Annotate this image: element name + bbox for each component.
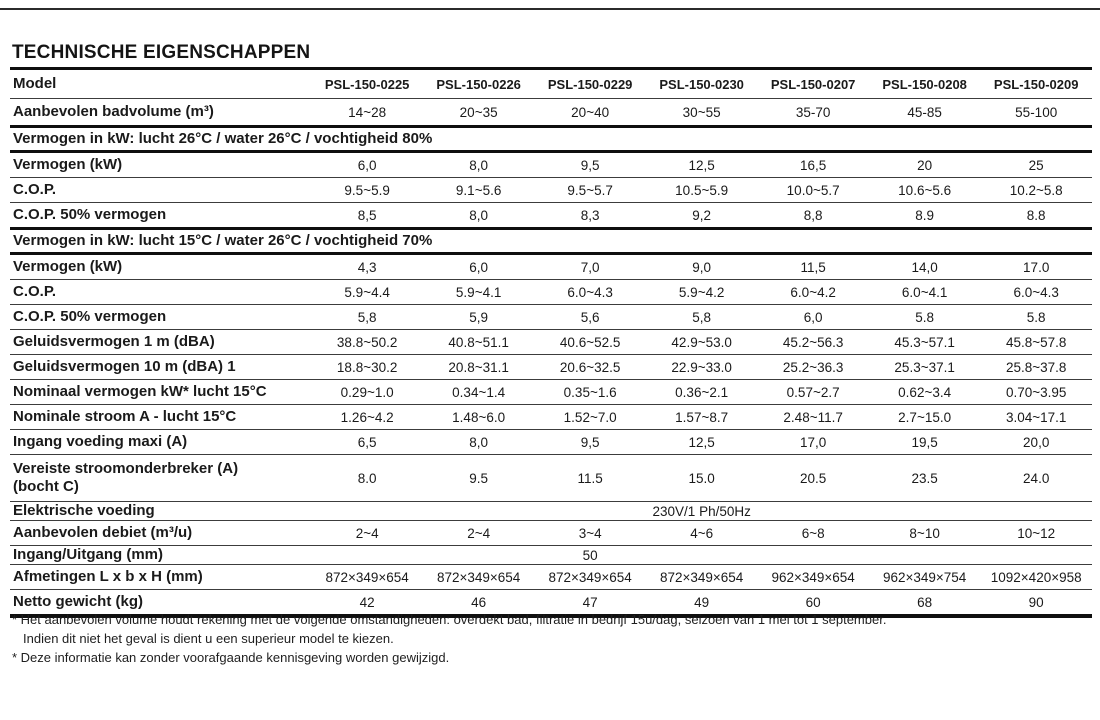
section-header: Vermogen in kW: lucht 26°C / water 26°C / vochtigheid 80% (10, 127, 1092, 152)
table-row-data (10, 330, 1092, 355)
cell-value: 8,0 (423, 430, 535, 455)
cell-value: 22.9~33.0 (646, 355, 758, 380)
cell-value: 7,0 (534, 254, 646, 280)
cell-value: 962×349×654 (757, 565, 869, 590)
cell-empty (980, 546, 1092, 565)
cell-value: 6.0~4.2 (757, 280, 869, 305)
cell-value: 872×349×654 (534, 565, 646, 590)
cell-value: 872×349×654 (646, 565, 758, 590)
cell-value: 2~4 (423, 521, 535, 546)
table-row-header (10, 69, 1092, 99)
cell-value: 20.6~32.5 (534, 355, 646, 380)
table-row-data (10, 565, 1092, 590)
table-row-data (10, 99, 1092, 127)
cell-value: 55-100 (980, 99, 1092, 127)
table-row-data (10, 380, 1092, 405)
cell-value: 35-70 (757, 99, 869, 127)
cell-value: 45.2~56.3 (757, 330, 869, 355)
cell-value: 6,5 (311, 430, 423, 455)
cell-value: 8~10 (869, 521, 981, 546)
row-label: Vereiste stroomonderbreker (A) (bocht C) (10, 455, 311, 502)
cell-value: 1.26~4.2 (311, 405, 423, 430)
cell-value: 962×349×754 (869, 565, 981, 590)
cell-value: 23.5 (869, 455, 981, 502)
row-label: C.O.P. (10, 178, 311, 203)
cell-value: 0.57~2.7 (757, 380, 869, 405)
column-header-model: PSL-150-0226 (423, 69, 535, 99)
cell-value: 6.0~4.3 (980, 280, 1092, 305)
cell-value: 10.0~5.7 (757, 178, 869, 203)
column-header-model: PSL-150-0225 (311, 69, 423, 99)
cell-value: 25.3~37.1 (869, 355, 981, 380)
table-row-data (10, 455, 1092, 502)
cell-value: 9,5 (534, 152, 646, 178)
cell-value: 16,5 (757, 152, 869, 178)
cell-value: 30~55 (646, 99, 758, 127)
footnote-volume: * Het aanbevolen volume houdt rekening met de volgende omstandigheden: overdekt bad, filtratie in bedrijf 15u/dag, seizoen van 1 mei tot 1 september. (12, 612, 887, 627)
cell-value: 4~6 (646, 521, 758, 546)
row-label: Netto gewicht (kg) (10, 590, 311, 617)
cell-value: 20,0 (980, 430, 1092, 455)
row-label: Aanbevolen badvolume (m³) (10, 99, 311, 127)
column-header-model: PSL-150-0209 (980, 69, 1092, 99)
column-header-model: PSL-150-0207 (757, 69, 869, 99)
column-header-model: PSL-150-0230 (646, 69, 758, 99)
cell-value: 8.9 (869, 203, 981, 229)
table-row-merged (10, 502, 1092, 521)
cell-value: 6.0~4.1 (869, 280, 981, 305)
cell-value: 6,0 (311, 152, 423, 178)
cell-value: 10.5~5.9 (646, 178, 758, 203)
cell-value: 5.8 (980, 305, 1092, 330)
cell-value: 17.0 (980, 254, 1092, 280)
cell-value: 9,5 (534, 430, 646, 455)
cell-value: 0.70~3.95 (980, 380, 1092, 405)
cell-value: 42 (311, 590, 423, 617)
top-divider (0, 8, 1100, 10)
table-row-data (10, 305, 1092, 330)
cell-value: 6.0~4.3 (534, 280, 646, 305)
footnotes (12, 610, 1052, 667)
cell-value: 42.9~53.0 (646, 330, 758, 355)
cell-value: 20 (869, 152, 981, 178)
cell-value: 9.5 (423, 455, 535, 502)
table-row-data (10, 355, 1092, 380)
cell-value: 5,9 (423, 305, 535, 330)
cell-value: 18.8~30.2 (311, 355, 423, 380)
column-header-model: PSL-150-0229 (534, 69, 646, 99)
cell-value: 46 (423, 590, 535, 617)
cell-value: 2~4 (311, 521, 423, 546)
cell-value: 5.9~4.4 (311, 280, 423, 305)
cell-value: 20.5 (757, 455, 869, 502)
cell-value: 24.0 (980, 455, 1092, 502)
cell-value: 11,5 (757, 254, 869, 280)
row-label: Ingang voeding maxi (A) (10, 430, 311, 455)
table-row-data (10, 178, 1092, 203)
row-label: Afmetingen L x b x H (mm) (10, 565, 311, 590)
cell-value: 12,5 (646, 152, 758, 178)
cell-value: 4,3 (311, 254, 423, 280)
row-label: Geluidsvermogen 1 m (dBA) (10, 330, 311, 355)
cell-value: 3.04~17.1 (980, 405, 1092, 430)
cell-merged-value: 230V/1 Ph/50Hz (311, 502, 1092, 521)
cell-value: 40.8~51.1 (423, 330, 535, 355)
cell-value: 6,0 (423, 254, 535, 280)
row-label: Ingang/Uitgang (mm) (10, 546, 311, 565)
table-row-data (10, 280, 1092, 305)
column-header-model: PSL-150-0208 (869, 69, 981, 99)
cell-value: 20~35 (423, 99, 535, 127)
table-row-data (10, 405, 1092, 430)
cell-value: 0.36~2.1 (646, 380, 758, 405)
table-row-merged (10, 546, 1092, 565)
cell-value: 1.52~7.0 (534, 405, 646, 430)
row-label: Model (10, 69, 311, 99)
cell-value: 10~12 (980, 521, 1092, 546)
cell-value: 40.6~52.5 (534, 330, 646, 355)
cell-value: 10.6~5.6 (869, 178, 981, 203)
row-label: Vermogen (kW) (10, 152, 311, 178)
cell-value: 5.9~4.1 (423, 280, 535, 305)
cell-value: 47 (534, 590, 646, 617)
cell-value: 9.5~5.7 (534, 178, 646, 203)
cell-value: 8,0 (423, 203, 535, 229)
cell-empty (869, 546, 981, 565)
table-row-section (10, 229, 1092, 254)
table-row-data (10, 203, 1092, 229)
cell-value: 14,0 (869, 254, 981, 280)
cell-value: 20~40 (534, 99, 646, 127)
cell-value: 8,5 (311, 203, 423, 229)
cell-value: 5.9~4.2 (646, 280, 758, 305)
cell-value: 49 (646, 590, 758, 617)
cell-value: 6,0 (757, 305, 869, 330)
table-row-data (10, 254, 1092, 280)
cell-value: 25 (980, 152, 1092, 178)
cell-merged-value: 50 (311, 546, 869, 565)
cell-value: 0.35~1.6 (534, 380, 646, 405)
cell-value: 45.8~57.8 (980, 330, 1092, 355)
cell-value: 9,0 (646, 254, 758, 280)
cell-value: 25.8~37.8 (980, 355, 1092, 380)
cell-value: 5.8 (869, 305, 981, 330)
cell-value: 3~4 (534, 521, 646, 546)
cell-value: 5,8 (646, 305, 758, 330)
cell-value: 8.0 (311, 455, 423, 502)
cell-value: 1092×420×958 (980, 565, 1092, 590)
cell-value: 25.2~36.3 (757, 355, 869, 380)
footnote-volume-continued: Indien dit niet het geval is dient u een superieur model te kiezen. (23, 631, 394, 646)
cell-value: 0.62~3.4 (869, 380, 981, 405)
cell-value: 0.34~1.4 (423, 380, 535, 405)
cell-value: 9.5~5.9 (311, 178, 423, 203)
cell-value: 0.29~1.0 (311, 380, 423, 405)
row-label: C.O.P. (10, 280, 311, 305)
row-label: Nominaal vermogen kW* lucht 15°C (10, 380, 311, 405)
cell-value: 19,5 (869, 430, 981, 455)
cell-value: 1.48~6.0 (423, 405, 535, 430)
cell-value: 14~28 (311, 99, 423, 127)
row-label: Nominale stroom A - lucht 15°C (10, 405, 311, 430)
footnote-disclaimer: * Deze informatie kan zonder voorafgaande kennisgeving worden gewijzigd. (12, 650, 450, 665)
table-row-data (10, 152, 1092, 178)
row-label: Vermogen (kW) (10, 254, 311, 280)
cell-value: 68 (869, 590, 981, 617)
cell-value: 872×349×654 (423, 565, 535, 590)
page-title: TECHNISCHE EIGENSCHAPPEN (12, 42, 311, 63)
cell-value: 2.7~15.0 (869, 405, 981, 430)
cell-value: 6~8 (757, 521, 869, 546)
row-label: Geluidsvermogen 10 m (dBA) 1 (10, 355, 311, 380)
cell-value: 1.57~8.7 (646, 405, 758, 430)
cell-value: 2.48~11.7 (757, 405, 869, 430)
cell-value: 8,3 (534, 203, 646, 229)
cell-value: 45-85 (869, 99, 981, 127)
table-row-data (10, 430, 1092, 455)
cell-value: 11.5 (534, 455, 646, 502)
cell-value: 872×349×654 (311, 565, 423, 590)
row-label: Aanbevolen debiet (m³/u) (10, 521, 311, 546)
row-label: C.O.P. 50% vermogen (10, 305, 311, 330)
cell-value: 8.8 (980, 203, 1092, 229)
cell-value: 45.3~57.1 (869, 330, 981, 355)
table-row-section (10, 127, 1092, 152)
cell-value: 5,6 (534, 305, 646, 330)
cell-value: 60 (757, 590, 869, 617)
cell-value: 10.2~5.8 (980, 178, 1092, 203)
cell-value: 15.0 (646, 455, 758, 502)
cell-value: 12,5 (646, 430, 758, 455)
row-label: Elektrische voeding (10, 502, 311, 521)
table-row-data (10, 521, 1092, 546)
cell-value: 8,8 (757, 203, 869, 229)
cell-value: 17,0 (757, 430, 869, 455)
row-label: C.O.P. 50% vermogen (10, 203, 311, 229)
cell-value: 38.8~50.2 (311, 330, 423, 355)
cell-value: 8,0 (423, 152, 535, 178)
cell-value: 9.1~5.6 (423, 178, 535, 203)
section-header: Vermogen in kW: lucht 15°C / water 26°C / vochtigheid 70% (10, 229, 1092, 254)
technical-spec-table (10, 67, 1092, 618)
cell-value: 9,2 (646, 203, 758, 229)
cell-value: 20.8~31.1 (423, 355, 535, 380)
cell-value: 5,8 (311, 305, 423, 330)
cell-value: 90 (980, 590, 1092, 617)
